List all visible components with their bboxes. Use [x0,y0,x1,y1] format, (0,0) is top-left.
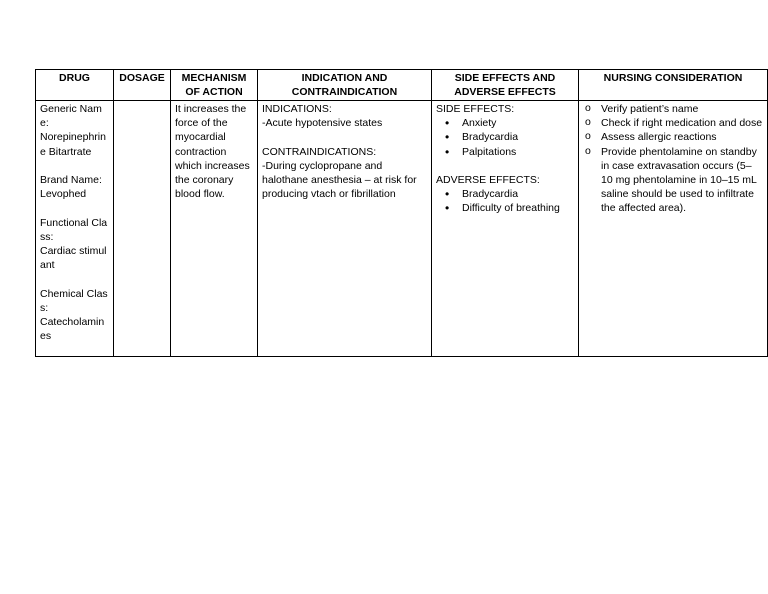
list-item: • Anxiety [436,116,574,130]
contraindications-label: CONTRAINDICATIONS: [262,145,377,158]
side-effects-label: SIDE EFFECTS: [436,103,515,115]
indication-cell [258,101,432,357]
list-item: • Difficulty of breathing [436,201,574,215]
header-dosage: DOSAGE [114,70,171,101]
side-effects-list [436,116,574,159]
list-item: o Verify patient’s name [583,102,763,116]
indications-text: -Acute hypotensive states [262,117,383,130]
drug-row [36,101,768,357]
nursing-list [583,102,763,216]
contraindications-text: -During cyclopropane and halothane anesthesia – at risk for producing vtach or fibrillation [262,159,420,201]
drug-cell [36,101,114,357]
nursing-cell [579,101,768,357]
list-item: • Bradycardia [436,130,574,144]
chemical-class-label: Chemical Class: [40,287,108,314]
brand-name-label: Brand Name: [40,174,102,186]
generic-name-value: Norepinephrine Bitartrate [40,131,106,158]
header-mechanism: MECHANISM OF ACTION [171,70,258,101]
header-row [36,70,768,101]
generic-name-label: Generic Name: [40,103,102,130]
mechanism-cell: It increases the force of the myocardial contraction which increases the coronary blood flow. [171,101,258,357]
header-nursing: NURSING CONSIDERATION [579,70,768,101]
adverse-effects-list [436,187,574,215]
header-indication: INDICATION AND CONTRAINDICATION [258,70,432,101]
side-effects-cell [432,101,579,357]
list-item: • Bradycardia [436,187,574,201]
chemical-class-value: Catecholamines [40,316,105,343]
functional-class-label: Functional Class: [40,216,108,243]
functional-class-value: Cardiac stimulant [40,245,107,272]
header-side-effects: SIDE EFFECTS AND ADVERSE EFFECTS [432,70,579,101]
dosage-cell [114,101,171,357]
brand-name-value: Levophed [40,188,87,201]
indications-label: INDICATIONS: [262,103,332,115]
drug-study-table [35,69,768,357]
list-item: • Palpitations [436,145,574,159]
list-item: o Check if right medication and dose [583,116,763,130]
list-item: o Assess allergic reactions [583,130,763,144]
list-item: o Provide phentolamine on standby in case extravasation occurs (5–10 mg phentolamine in 10–15 mL saline should be used to infiltrate the affected area). [583,145,763,216]
header-drug: DRUG [36,70,114,101]
adverse-effects-label: ADVERSE EFFECTS: [436,174,540,186]
